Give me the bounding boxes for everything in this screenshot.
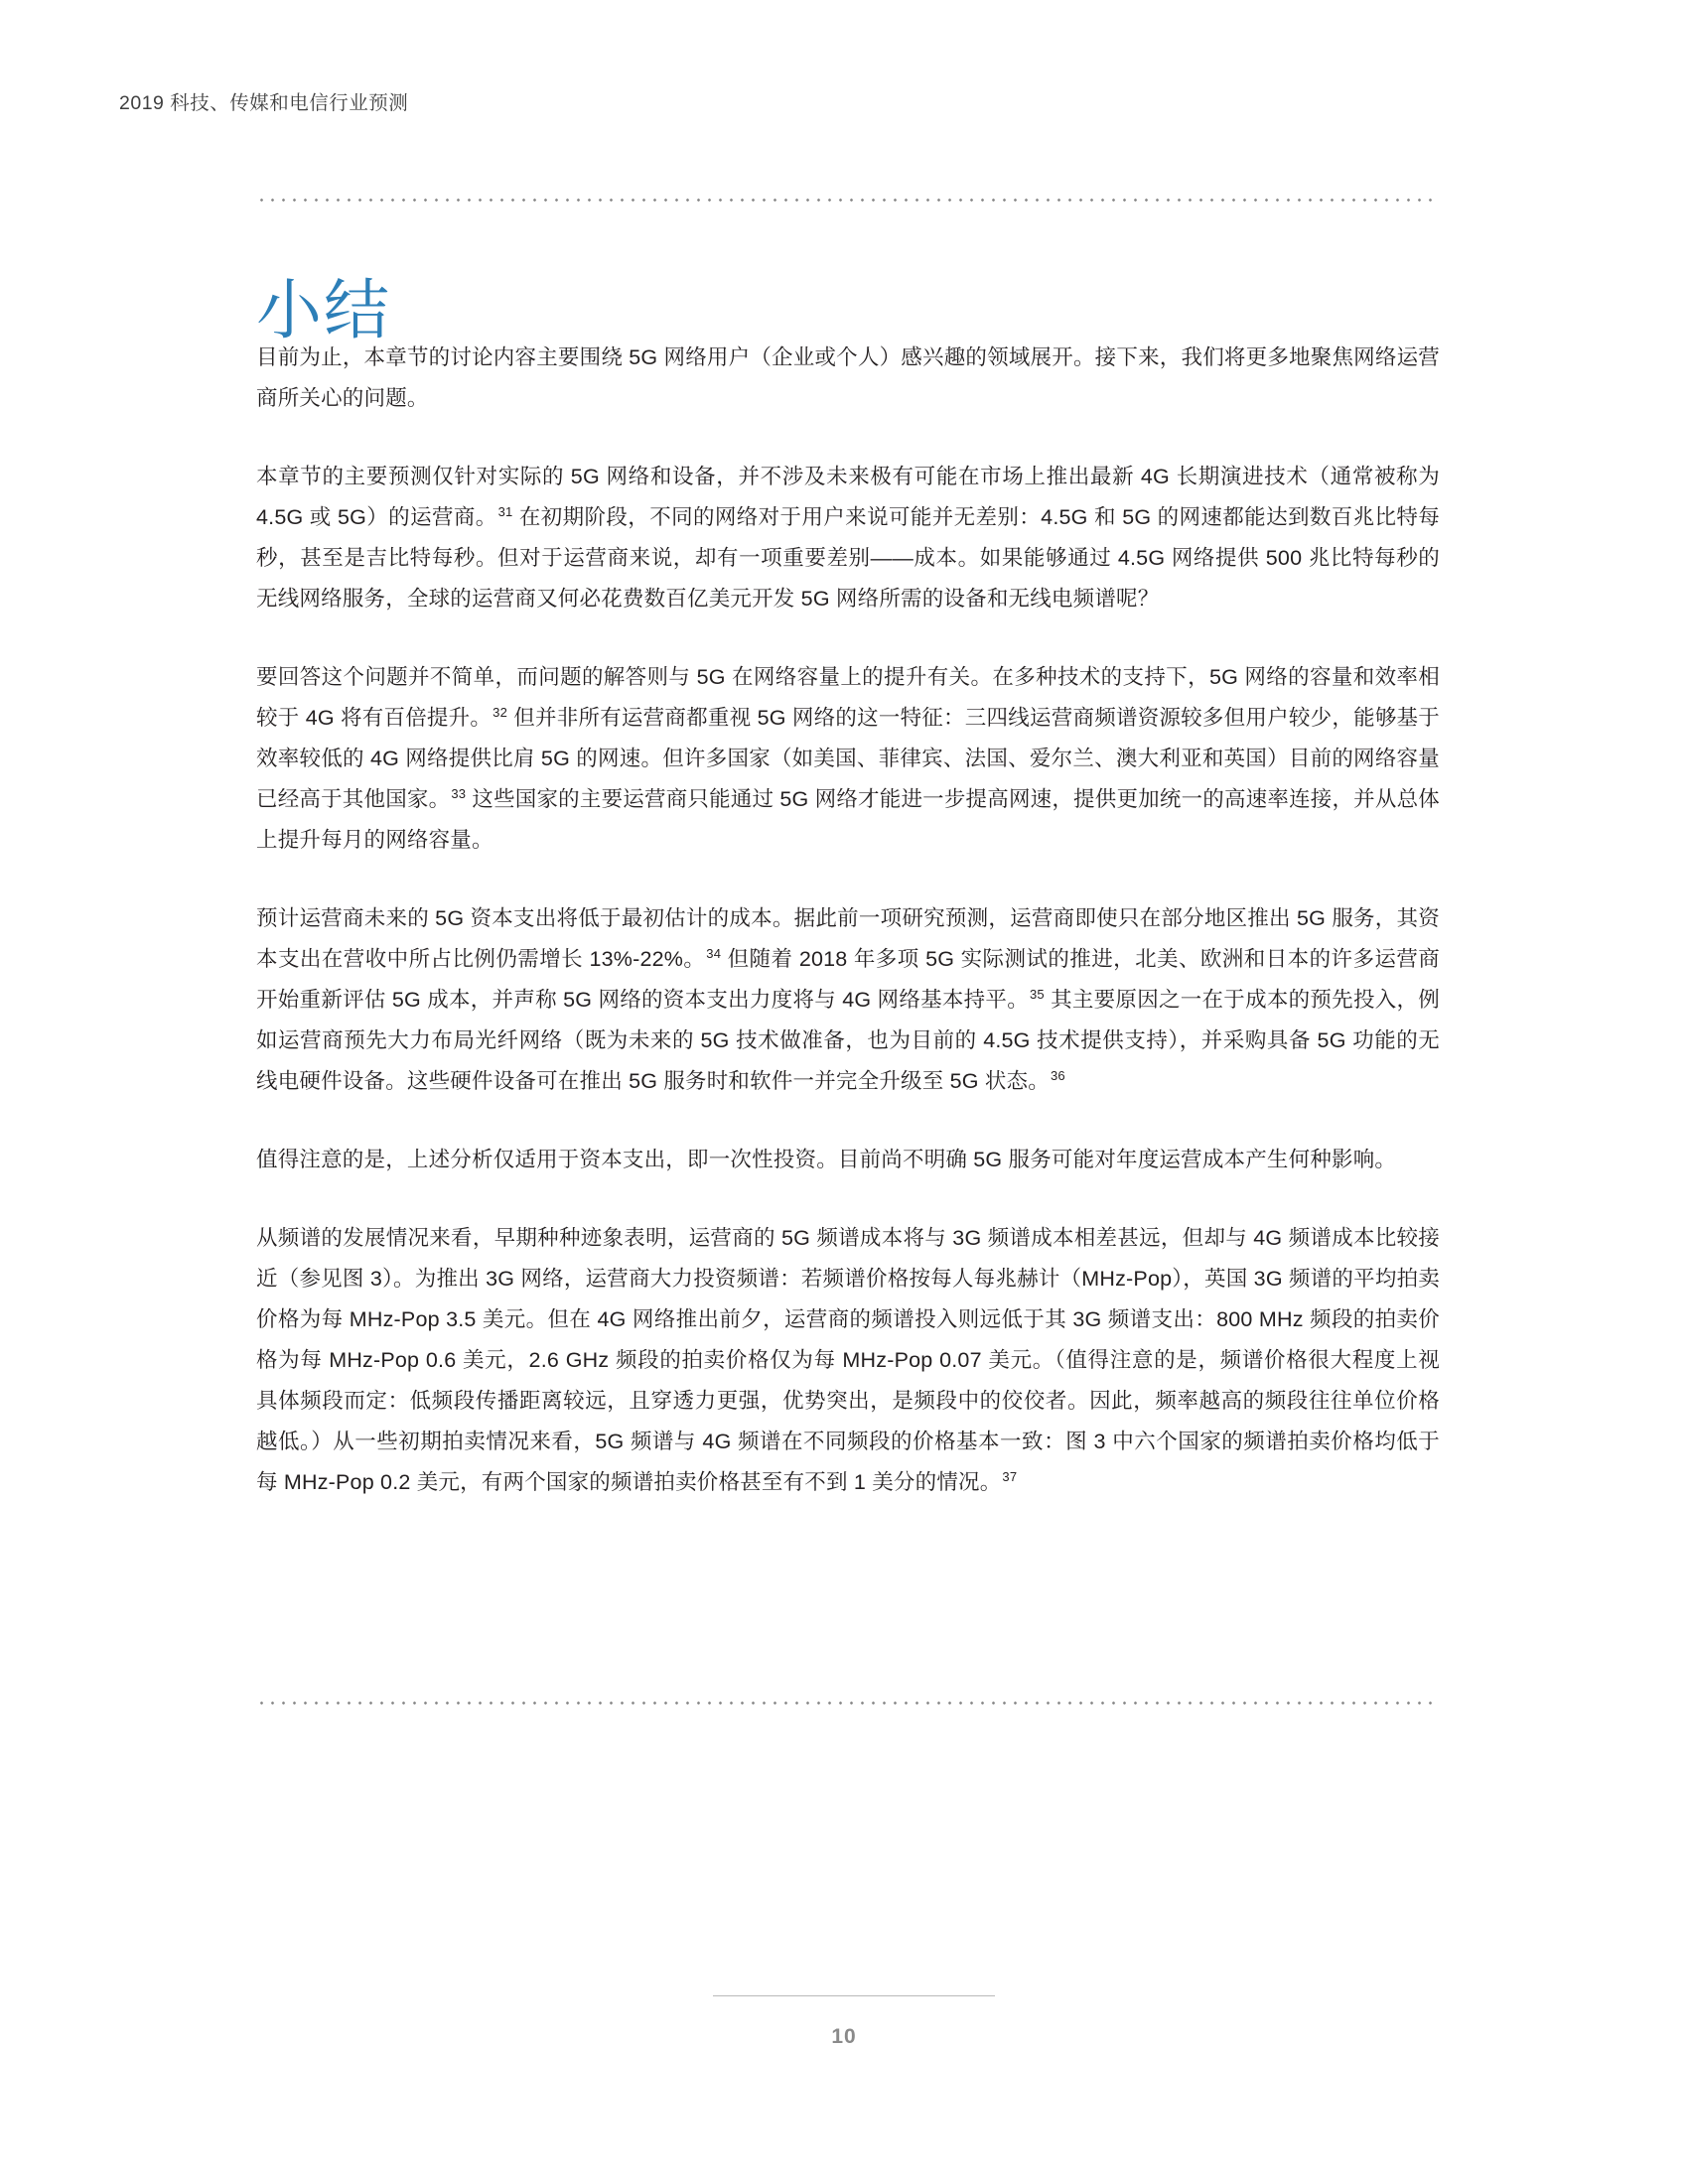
paragraph-3-text: 要回答这个问题并不简单，而问题的解答则与 5G 在网络容量上的提升有关。在多种技术的支持下，5G 网络的容量和效率相较于 4G 将有百倍提升。	[256, 665, 1440, 730]
footnote-marker-36: 36	[1050, 1067, 1065, 1083]
page-title: 小结	[256, 273, 391, 347]
paragraph-5	[256, 1140, 1440, 1180]
footer-divider	[713, 1995, 995, 1996]
paragraph-4-text: 预计运营商未来的 5G 资本支出将低于最初估计的成本。据此前一项研究预测，运营商即使只在部分地区推出 5G 服务，其资本支出在营收中所占比例仍需增长 13%-22%。	[256, 906, 1440, 971]
footnote-marker-32: 32	[492, 704, 508, 720]
paragraph-6	[256, 1218, 1440, 1503]
paragraph-6-text: 从频谱的发展情况来看，早期种种迹象表明，运营商的 5G 频谱成本将与 3G 频谱成本相差甚远，但却与 4G 频谱成本比较接近（参见图 3）。为推出 3G 网络，运营商大力投资频谱：若频谱价格按每人每兆赫计（MHz-Pop），英国 3G 频谱的平均拍卖价格为每 MHz-Pop 3.5 美元。但在 4G 网络推出前夕，运营商的频谱投入则远低于其 3G 频谱支出：800 MHz 频段的拍卖价格为每 MHz-Pop 0.6 美元，2.6 GHz 频段的拍卖价格仅为每 MHz-Pop 0.07 美元。（值得注意的是，频谱价格很大程度上视具体频段而定：低频段传播距离较远，且穿透力更强，优势突出，是频段中的佼佼者。因此，频率越高的频段往往单位价格越低。）从一些初期拍卖情况来看，5G 频谱与 4G 频谱在不同频段的价格基本一致：图 3 中六个国家的频谱拍卖价格均低于每 MHz-Pop 0.2 美元，有两个国家的频谱拍卖价格甚至有不到 1 美分的情况。	[256, 1226, 1440, 1494]
paragraph-1-text: 目前为止，本章节的讨论内容主要围绕 5G 网络用户（企业或个人）感兴趣的领域展开。接下来，我们将更多地聚焦网络运营商所关心的问题。	[256, 345, 1440, 410]
paragraph-1	[256, 338, 1440, 419]
footnote-marker-37: 37	[1002, 1468, 1018, 1484]
paragraph-4-text-after: 但随着 2018 年多项 5G 实际测试的推进，北美、欧洲和日本的许多运营商开始重新评估 5G 成本，并声称 5G 网络的资本支出力度将与 4G 网络基本持平。	[256, 947, 1440, 1012]
footnote-marker-35: 35	[1029, 986, 1045, 1002]
body-copy	[256, 338, 1440, 1503]
footnote-marker-33: 33	[451, 785, 467, 801]
paragraph-4-text-after-2: 其主要原因之一在于成本的预先投入，例如运营商预先大力布局光纤网络（既为未来的 5G 技术做准备，也为目前的 4.5G 技术提供支持），并采购具备 5G 功能的无线电硬件设备。这些硬件设备可在推出 5G 服务时和软件一并完全升级至 5G 状态。	[256, 988, 1440, 1093]
paragraph-2-text-after: 在初期阶段，不同的网络对于用户来说可能并无差别：4.5G 和 5G 的网速都能达到数百兆比特每秒，甚至是吉比特每秒。但对于运营商来说，却有一项重要差别——成本。如果能够通过 4.5G 网络提供 500 兆比特每秒的无线网络服务，全球的运营商又何必花费数百亿美元开发 5G 网络所需的设备和无线电频谱呢？	[256, 505, 1440, 611]
paragraph-3	[256, 657, 1440, 861]
running-header: 2019 科技、传媒和电信行业预测	[119, 92, 409, 114]
page-number: 10	[831, 2025, 857, 2048]
footnote-marker-31: 31	[497, 503, 513, 519]
dotted-rule-bottom	[256, 1702, 1438, 1705]
paragraph-2-text: 本章节的主要预测仅针对实际的 5G 网络和设备，并不涉及未来极有可能在市场上推出最新 4G 长期演进技术（通常被称为 4.5G 或 5G）的运营商。	[256, 465, 1440, 529]
paragraph-4	[256, 898, 1440, 1102]
paragraph-3-text-after: 但并非所有运营商都重视 5G 网络的这一特征：三四线运营商频谱资源较多但用户较少，能够基于效率较低的 4G 网络提供比肩 5G 的网速。但许多国家（如美国、菲律宾、法国、爱尔兰、澳大利亚和英国）目前的网络容量已经高于其他国家。	[256, 706, 1440, 811]
footnote-marker-34: 34	[706, 945, 722, 961]
dotted-rule-top	[256, 199, 1438, 202]
paragraph-3-text-after-2: 这些国家的主要运营商只能通过 5G 网络才能进一步提高网速，提供更加统一的高速率连接，并从总体上提升每月的网络容量。	[256, 787, 1440, 852]
paragraph-5-text: 值得注意的是，上述分析仅适用于资本支出，即一次性投资。目前尚不明确 5G 服务可能对年度运营成本产生何种影响。	[256, 1148, 1397, 1171]
paragraph-2	[256, 457, 1440, 619]
